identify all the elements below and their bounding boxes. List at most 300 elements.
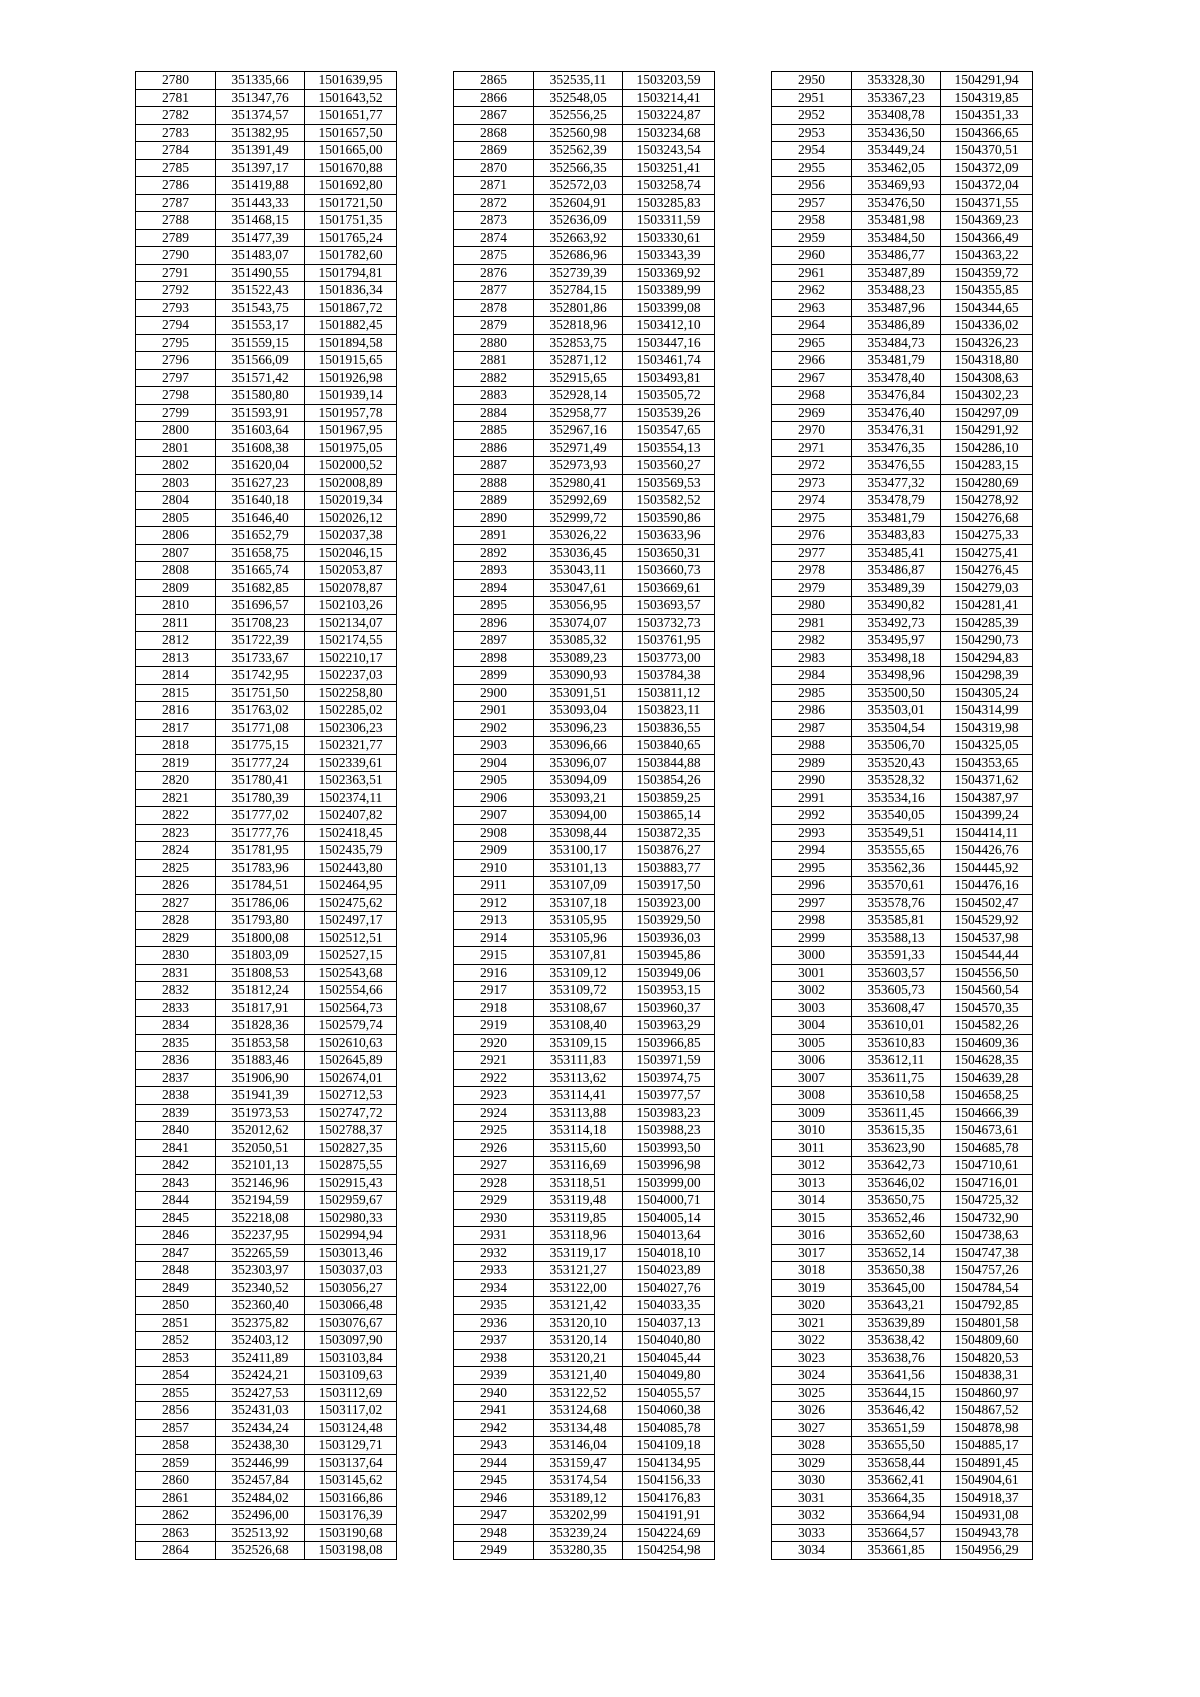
y-coordinate-cell: 1503243,54 bbox=[623, 142, 715, 160]
y-coordinate-cell: 1504838,31 bbox=[941, 1367, 1033, 1385]
x-coordinate-cell: 352967,16 bbox=[534, 422, 623, 440]
x-coordinate-cell: 353113,88 bbox=[534, 1104, 623, 1122]
point-number-cell: 2952 bbox=[772, 107, 852, 125]
point-number-cell: 2957 bbox=[772, 194, 852, 212]
point-number-cell: 2993 bbox=[772, 824, 852, 842]
point-number-cell: 2924 bbox=[454, 1104, 534, 1122]
point-number-cell: 2879 bbox=[454, 317, 534, 335]
x-coordinate-cell: 353121,40 bbox=[534, 1367, 623, 1385]
table-row bbox=[136, 999, 397, 1017]
point-number-cell: 2882 bbox=[454, 369, 534, 387]
point-number-cell: 2901 bbox=[454, 702, 534, 720]
point-number-cell: 2914 bbox=[454, 929, 534, 947]
y-coordinate-cell: 1503103,84 bbox=[305, 1349, 397, 1367]
y-coordinate-cell: 1504931,08 bbox=[941, 1507, 1033, 1525]
y-coordinate-cell: 1504609,36 bbox=[941, 1034, 1033, 1052]
y-coordinate-cell: 1503251,41 bbox=[623, 159, 715, 177]
table-row bbox=[136, 1209, 397, 1227]
point-number-cell: 2889 bbox=[454, 492, 534, 510]
y-coordinate-cell: 1504502,47 bbox=[941, 894, 1033, 912]
x-coordinate-cell: 352560,98 bbox=[534, 124, 623, 142]
table-row bbox=[136, 492, 397, 510]
table-row bbox=[136, 912, 397, 930]
x-coordinate-cell: 353109,15 bbox=[534, 1034, 623, 1052]
point-number-cell: 2862 bbox=[136, 1507, 216, 1525]
y-coordinate-cell: 1503977,57 bbox=[623, 1087, 715, 1105]
point-number-cell: 2929 bbox=[454, 1192, 534, 1210]
coordinate-table-3 bbox=[771, 71, 1033, 1560]
x-coordinate-cell: 351786,06 bbox=[216, 894, 305, 912]
y-coordinate-cell: 1504254,98 bbox=[623, 1542, 715, 1560]
y-coordinate-cell: 1504809,60 bbox=[941, 1332, 1033, 1350]
y-coordinate-cell: 1502374,11 bbox=[305, 789, 397, 807]
x-coordinate-cell: 353481,79 bbox=[852, 352, 941, 370]
table-row bbox=[454, 474, 715, 492]
y-coordinate-cell: 1504757,26 bbox=[941, 1262, 1033, 1280]
x-coordinate-cell: 351658,75 bbox=[216, 544, 305, 562]
table-row bbox=[454, 1157, 715, 1175]
x-coordinate-cell: 353036,45 bbox=[534, 544, 623, 562]
table-row bbox=[136, 1052, 397, 1070]
point-number-cell: 2985 bbox=[772, 684, 852, 702]
x-coordinate-cell: 353481,79 bbox=[852, 509, 941, 527]
table-row bbox=[772, 439, 1033, 457]
y-coordinate-cell: 1504060,38 bbox=[623, 1402, 715, 1420]
point-number-cell: 2781 bbox=[136, 89, 216, 107]
y-coordinate-cell: 1502037,38 bbox=[305, 527, 397, 545]
point-number-cell: 2940 bbox=[454, 1384, 534, 1402]
x-coordinate-cell: 351808,53 bbox=[216, 964, 305, 982]
point-number-cell: 2921 bbox=[454, 1052, 534, 1070]
point-number-cell: 2873 bbox=[454, 212, 534, 230]
y-coordinate-cell: 1502435,79 bbox=[305, 842, 397, 860]
table-row bbox=[136, 807, 397, 825]
table-row bbox=[136, 1454, 397, 1472]
x-coordinate-cell: 352686,96 bbox=[534, 247, 623, 265]
y-coordinate-cell: 1502026,12 bbox=[305, 509, 397, 527]
x-coordinate-cell: 351543,75 bbox=[216, 299, 305, 317]
x-coordinate-cell: 352973,93 bbox=[534, 457, 623, 475]
x-coordinate-cell: 353610,58 bbox=[852, 1087, 941, 1105]
point-number-cell: 2782 bbox=[136, 107, 216, 125]
table-row bbox=[454, 894, 715, 912]
x-coordinate-cell: 351490,55 bbox=[216, 264, 305, 282]
table-row bbox=[454, 422, 715, 440]
point-number-cell: 3009 bbox=[772, 1104, 852, 1122]
table-row bbox=[454, 614, 715, 632]
y-coordinate-cell: 1504582,26 bbox=[941, 1017, 1033, 1035]
point-number-cell: 2900 bbox=[454, 684, 534, 702]
table-row bbox=[454, 1087, 715, 1105]
x-coordinate-cell: 351559,15 bbox=[216, 334, 305, 352]
table-row bbox=[454, 719, 715, 737]
y-coordinate-cell: 1501939,14 bbox=[305, 387, 397, 405]
point-number-cell: 2990 bbox=[772, 772, 852, 790]
table-row bbox=[454, 89, 715, 107]
point-number-cell: 2822 bbox=[136, 807, 216, 825]
table-row bbox=[136, 422, 397, 440]
x-coordinate-cell: 353476,31 bbox=[852, 422, 941, 440]
table-row bbox=[772, 282, 1033, 300]
y-coordinate-cell: 1503097,90 bbox=[305, 1332, 397, 1350]
point-number-cell: 2869 bbox=[454, 142, 534, 160]
x-coordinate-cell: 353124,68 bbox=[534, 1402, 623, 1420]
x-coordinate-cell: 352566,35 bbox=[534, 159, 623, 177]
table-row bbox=[454, 1297, 715, 1315]
x-coordinate-cell: 353503,01 bbox=[852, 702, 941, 720]
x-coordinate-cell: 351803,09 bbox=[216, 947, 305, 965]
y-coordinate-cell: 1503190,68 bbox=[305, 1524, 397, 1542]
point-number-cell: 2812 bbox=[136, 632, 216, 650]
point-number-cell: 2789 bbox=[136, 229, 216, 247]
table-row bbox=[772, 1314, 1033, 1332]
y-coordinate-cell: 1503129,71 bbox=[305, 1437, 397, 1455]
table-row bbox=[136, 824, 397, 842]
y-coordinate-cell: 1503963,29 bbox=[623, 1017, 715, 1035]
point-number-cell: 3029 bbox=[772, 1454, 852, 1472]
point-number-cell: 2891 bbox=[454, 527, 534, 545]
y-coordinate-cell: 1504156,33 bbox=[623, 1472, 715, 1490]
point-number-cell: 2896 bbox=[454, 614, 534, 632]
x-coordinate-cell: 351374,57 bbox=[216, 107, 305, 125]
point-number-cell: 2815 bbox=[136, 684, 216, 702]
y-coordinate-cell: 1501867,72 bbox=[305, 299, 397, 317]
table-row bbox=[454, 1542, 715, 1560]
y-coordinate-cell: 1502237,03 bbox=[305, 667, 397, 685]
x-coordinate-cell: 353105,95 bbox=[534, 912, 623, 930]
table-row bbox=[772, 789, 1033, 807]
y-coordinate-cell: 1504275,41 bbox=[941, 544, 1033, 562]
x-coordinate-cell: 353449,24 bbox=[852, 142, 941, 160]
x-coordinate-cell: 353652,60 bbox=[852, 1227, 941, 1245]
y-coordinate-cell: 1504738,63 bbox=[941, 1227, 1033, 1245]
table-row bbox=[772, 1524, 1033, 1542]
y-coordinate-cell: 1504279,03 bbox=[941, 579, 1033, 597]
table-row bbox=[772, 1087, 1033, 1105]
point-number-cell: 2855 bbox=[136, 1384, 216, 1402]
x-coordinate-cell: 352457,84 bbox=[216, 1472, 305, 1490]
y-coordinate-cell: 1502645,89 bbox=[305, 1052, 397, 1070]
y-coordinate-cell: 1501657,50 bbox=[305, 124, 397, 142]
point-number-cell: 3017 bbox=[772, 1244, 852, 1262]
y-coordinate-cell: 1501651,77 bbox=[305, 107, 397, 125]
table-row bbox=[772, 929, 1033, 947]
x-coordinate-cell: 353134,48 bbox=[534, 1419, 623, 1437]
x-coordinate-cell: 353646,02 bbox=[852, 1174, 941, 1192]
y-coordinate-cell: 1502000,52 bbox=[305, 457, 397, 475]
y-coordinate-cell: 1503066,48 bbox=[305, 1297, 397, 1315]
point-number-cell: 3022 bbox=[772, 1332, 852, 1350]
table-row bbox=[772, 1209, 1033, 1227]
x-coordinate-cell: 353477,32 bbox=[852, 474, 941, 492]
y-coordinate-cell: 1501782,60 bbox=[305, 247, 397, 265]
table-row bbox=[136, 947, 397, 965]
table-row bbox=[772, 1174, 1033, 1192]
x-coordinate-cell: 353611,75 bbox=[852, 1069, 941, 1087]
x-coordinate-cell: 353118,51 bbox=[534, 1174, 623, 1192]
x-coordinate-cell: 353646,42 bbox=[852, 1402, 941, 1420]
table-row bbox=[136, 982, 397, 1000]
point-number-cell: 2874 bbox=[454, 229, 534, 247]
x-coordinate-cell: 351771,08 bbox=[216, 719, 305, 737]
y-coordinate-cell: 1503330,61 bbox=[623, 229, 715, 247]
y-coordinate-cell: 1503983,23 bbox=[623, 1104, 715, 1122]
table-row bbox=[454, 842, 715, 860]
table-row bbox=[454, 247, 715, 265]
table-row bbox=[454, 912, 715, 930]
table-row bbox=[772, 229, 1033, 247]
y-coordinate-cell: 1502258,80 bbox=[305, 684, 397, 702]
table-row bbox=[454, 1034, 715, 1052]
y-coordinate-cell: 1502980,33 bbox=[305, 1209, 397, 1227]
table-row bbox=[136, 352, 397, 370]
y-coordinate-cell: 1504318,80 bbox=[941, 352, 1033, 370]
table-row bbox=[454, 404, 715, 422]
point-number-cell: 2998 bbox=[772, 912, 852, 930]
y-coordinate-cell: 1503693,57 bbox=[623, 597, 715, 615]
point-number-cell: 2844 bbox=[136, 1192, 216, 1210]
point-number-cell: 2810 bbox=[136, 597, 216, 615]
table-row bbox=[772, 264, 1033, 282]
y-coordinate-cell: 1504560,54 bbox=[941, 982, 1033, 1000]
y-coordinate-cell: 1504276,68 bbox=[941, 509, 1033, 527]
point-number-cell: 2828 bbox=[136, 912, 216, 930]
point-number-cell: 2806 bbox=[136, 527, 216, 545]
y-coordinate-cell: 1503859,25 bbox=[623, 789, 715, 807]
x-coordinate-cell: 351733,67 bbox=[216, 649, 305, 667]
point-number-cell: 2795 bbox=[136, 334, 216, 352]
table-row bbox=[772, 877, 1033, 895]
y-coordinate-cell: 1503732,73 bbox=[623, 614, 715, 632]
table-row bbox=[136, 579, 397, 597]
y-coordinate-cell: 1504281,41 bbox=[941, 597, 1033, 615]
table-row bbox=[772, 177, 1033, 195]
x-coordinate-cell: 353116,69 bbox=[534, 1157, 623, 1175]
x-coordinate-cell: 353486,89 bbox=[852, 317, 941, 335]
x-coordinate-cell: 353652,46 bbox=[852, 1209, 941, 1227]
x-coordinate-cell: 352303,97 bbox=[216, 1262, 305, 1280]
x-coordinate-cell: 353486,77 bbox=[852, 247, 941, 265]
table-row bbox=[772, 807, 1033, 825]
y-coordinate-cell: 1503773,00 bbox=[623, 649, 715, 667]
x-coordinate-cell: 351640,18 bbox=[216, 492, 305, 510]
point-number-cell: 2838 bbox=[136, 1087, 216, 1105]
table-row bbox=[454, 544, 715, 562]
y-coordinate-cell: 1501721,50 bbox=[305, 194, 397, 212]
table-row bbox=[772, 457, 1033, 475]
point-number-cell: 2890 bbox=[454, 509, 534, 527]
y-coordinate-cell: 1503811,12 bbox=[623, 684, 715, 702]
point-number-cell: 2980 bbox=[772, 597, 852, 615]
x-coordinate-cell: 351780,41 bbox=[216, 772, 305, 790]
x-coordinate-cell: 353096,07 bbox=[534, 754, 623, 772]
point-number-cell: 2895 bbox=[454, 597, 534, 615]
x-coordinate-cell: 353114,41 bbox=[534, 1087, 623, 1105]
table-row bbox=[454, 527, 715, 545]
table-row bbox=[136, 544, 397, 562]
x-coordinate-cell: 353638,42 bbox=[852, 1332, 941, 1350]
y-coordinate-cell: 1501836,34 bbox=[305, 282, 397, 300]
x-coordinate-cell: 353122,00 bbox=[534, 1279, 623, 1297]
x-coordinate-cell: 353096,66 bbox=[534, 737, 623, 755]
point-number-cell: 2922 bbox=[454, 1069, 534, 1087]
table-row bbox=[136, 212, 397, 230]
y-coordinate-cell: 1504820,53 bbox=[941, 1349, 1033, 1367]
x-coordinate-cell: 353090,93 bbox=[534, 667, 623, 685]
table-row bbox=[454, 1279, 715, 1297]
point-number-cell: 2788 bbox=[136, 212, 216, 230]
y-coordinate-cell: 1503836,55 bbox=[623, 719, 715, 737]
table-row bbox=[454, 1017, 715, 1035]
table-row bbox=[454, 1524, 715, 1542]
point-number-cell: 3006 bbox=[772, 1052, 852, 1070]
x-coordinate-cell: 353585,81 bbox=[852, 912, 941, 930]
x-coordinate-cell: 351742,95 bbox=[216, 667, 305, 685]
x-coordinate-cell: 351571,42 bbox=[216, 369, 305, 387]
x-coordinate-cell: 352871,12 bbox=[534, 352, 623, 370]
y-coordinate-cell: 1503224,87 bbox=[623, 107, 715, 125]
x-coordinate-cell: 353652,14 bbox=[852, 1244, 941, 1262]
table-row bbox=[772, 509, 1033, 527]
table-row bbox=[136, 1122, 397, 1140]
point-number-cell: 2905 bbox=[454, 772, 534, 790]
x-coordinate-cell: 353610,83 bbox=[852, 1034, 941, 1052]
table-row bbox=[454, 352, 715, 370]
point-number-cell: 2798 bbox=[136, 387, 216, 405]
x-coordinate-cell: 353476,84 bbox=[852, 387, 941, 405]
y-coordinate-cell: 1504366,65 bbox=[941, 124, 1033, 142]
y-coordinate-cell: 1504297,09 bbox=[941, 404, 1033, 422]
table-row bbox=[454, 737, 715, 755]
point-number-cell: 2792 bbox=[136, 282, 216, 300]
x-coordinate-cell: 353047,61 bbox=[534, 579, 623, 597]
y-coordinate-cell: 1504278,92 bbox=[941, 492, 1033, 510]
y-coordinate-cell: 1503669,61 bbox=[623, 579, 715, 597]
y-coordinate-cell: 1503590,86 bbox=[623, 509, 715, 527]
point-number-cell: 2962 bbox=[772, 282, 852, 300]
x-coordinate-cell: 352438,30 bbox=[216, 1437, 305, 1455]
point-number-cell: 2865 bbox=[454, 72, 534, 90]
x-coordinate-cell: 353661,85 bbox=[852, 1542, 941, 1560]
table-row bbox=[136, 89, 397, 107]
x-coordinate-cell: 352556,25 bbox=[534, 107, 623, 125]
y-coordinate-cell: 1503461,74 bbox=[623, 352, 715, 370]
point-number-cell: 2912 bbox=[454, 894, 534, 912]
y-coordinate-cell: 1504918,37 bbox=[941, 1489, 1033, 1507]
table-row bbox=[136, 474, 397, 492]
point-number-cell: 2854 bbox=[136, 1367, 216, 1385]
point-number-cell: 3005 bbox=[772, 1034, 852, 1052]
table-row bbox=[454, 999, 715, 1017]
point-number-cell: 2887 bbox=[454, 457, 534, 475]
table-row bbox=[136, 264, 397, 282]
table-row bbox=[772, 159, 1033, 177]
point-number-cell: 2908 bbox=[454, 824, 534, 842]
x-coordinate-cell: 351817,91 bbox=[216, 999, 305, 1017]
x-coordinate-cell: 353280,35 bbox=[534, 1542, 623, 1560]
point-number-cell: 2996 bbox=[772, 877, 852, 895]
y-coordinate-cell: 1504658,25 bbox=[941, 1087, 1033, 1105]
x-coordinate-cell: 353639,89 bbox=[852, 1314, 941, 1332]
x-coordinate-cell: 351347,76 bbox=[216, 89, 305, 107]
y-coordinate-cell: 1501665,00 bbox=[305, 142, 397, 160]
table-row bbox=[454, 107, 715, 125]
point-number-cell: 3010 bbox=[772, 1122, 852, 1140]
point-number-cell: 2800 bbox=[136, 422, 216, 440]
x-coordinate-cell: 353119,85 bbox=[534, 1209, 623, 1227]
y-coordinate-cell: 1504085,78 bbox=[623, 1419, 715, 1437]
table-row bbox=[136, 1034, 397, 1052]
table-row bbox=[454, 1122, 715, 1140]
x-coordinate-cell: 353534,16 bbox=[852, 789, 941, 807]
table-row bbox=[772, 474, 1033, 492]
x-coordinate-cell: 353610,01 bbox=[852, 1017, 941, 1035]
x-coordinate-cell: 352853,75 bbox=[534, 334, 623, 352]
table-row bbox=[136, 1402, 397, 1420]
point-number-cell: 2936 bbox=[454, 1314, 534, 1332]
y-coordinate-cell: 1502464,95 bbox=[305, 877, 397, 895]
table-row bbox=[136, 387, 397, 405]
y-coordinate-cell: 1504556,50 bbox=[941, 964, 1033, 982]
y-coordinate-cell: 1504000,71 bbox=[623, 1192, 715, 1210]
x-coordinate-cell: 352340,52 bbox=[216, 1279, 305, 1297]
y-coordinate-cell: 1502543,68 bbox=[305, 964, 397, 982]
point-number-cell: 2842 bbox=[136, 1157, 216, 1175]
table-row bbox=[454, 1174, 715, 1192]
table-row bbox=[772, 1297, 1033, 1315]
x-coordinate-cell: 353105,96 bbox=[534, 929, 623, 947]
point-number-cell: 2911 bbox=[454, 877, 534, 895]
y-coordinate-cell: 1504792,85 bbox=[941, 1297, 1033, 1315]
x-coordinate-cell: 353469,93 bbox=[852, 177, 941, 195]
x-coordinate-cell: 351780,39 bbox=[216, 789, 305, 807]
table-row bbox=[136, 194, 397, 212]
table-row bbox=[136, 1017, 397, 1035]
point-number-cell: 2835 bbox=[136, 1034, 216, 1052]
y-coordinate-cell: 1502134,07 bbox=[305, 614, 397, 632]
point-number-cell: 2849 bbox=[136, 1279, 216, 1297]
x-coordinate-cell: 352194,59 bbox=[216, 1192, 305, 1210]
x-coordinate-cell: 352958,77 bbox=[534, 404, 623, 422]
y-coordinate-cell: 1503993,50 bbox=[623, 1139, 715, 1157]
point-number-cell: 2935 bbox=[454, 1297, 534, 1315]
y-coordinate-cell: 1504359,72 bbox=[941, 264, 1033, 282]
x-coordinate-cell: 351646,40 bbox=[216, 509, 305, 527]
y-coordinate-cell: 1504673,61 bbox=[941, 1122, 1033, 1140]
x-coordinate-cell: 351781,95 bbox=[216, 842, 305, 860]
y-coordinate-cell: 1504570,35 bbox=[941, 999, 1033, 1017]
point-number-cell: 2967 bbox=[772, 369, 852, 387]
x-coordinate-cell: 351593,91 bbox=[216, 404, 305, 422]
point-number-cell: 2917 bbox=[454, 982, 534, 1000]
y-coordinate-cell: 1502363,51 bbox=[305, 772, 397, 790]
point-number-cell: 2856 bbox=[136, 1402, 216, 1420]
table-row bbox=[772, 1419, 1033, 1437]
y-coordinate-cell: 1503660,73 bbox=[623, 562, 715, 580]
table-row bbox=[454, 807, 715, 825]
table-row bbox=[136, 702, 397, 720]
table-row bbox=[454, 562, 715, 580]
x-coordinate-cell: 352562,39 bbox=[534, 142, 623, 160]
y-coordinate-cell: 1504685,78 bbox=[941, 1139, 1033, 1157]
y-coordinate-cell: 1504045,44 bbox=[623, 1349, 715, 1367]
point-number-cell: 2973 bbox=[772, 474, 852, 492]
point-number-cell: 3030 bbox=[772, 1472, 852, 1490]
x-coordinate-cell: 353591,33 bbox=[852, 947, 941, 965]
y-coordinate-cell: 1504369,23 bbox=[941, 212, 1033, 230]
y-coordinate-cell: 1504319,85 bbox=[941, 89, 1033, 107]
point-number-cell: 2934 bbox=[454, 1279, 534, 1297]
